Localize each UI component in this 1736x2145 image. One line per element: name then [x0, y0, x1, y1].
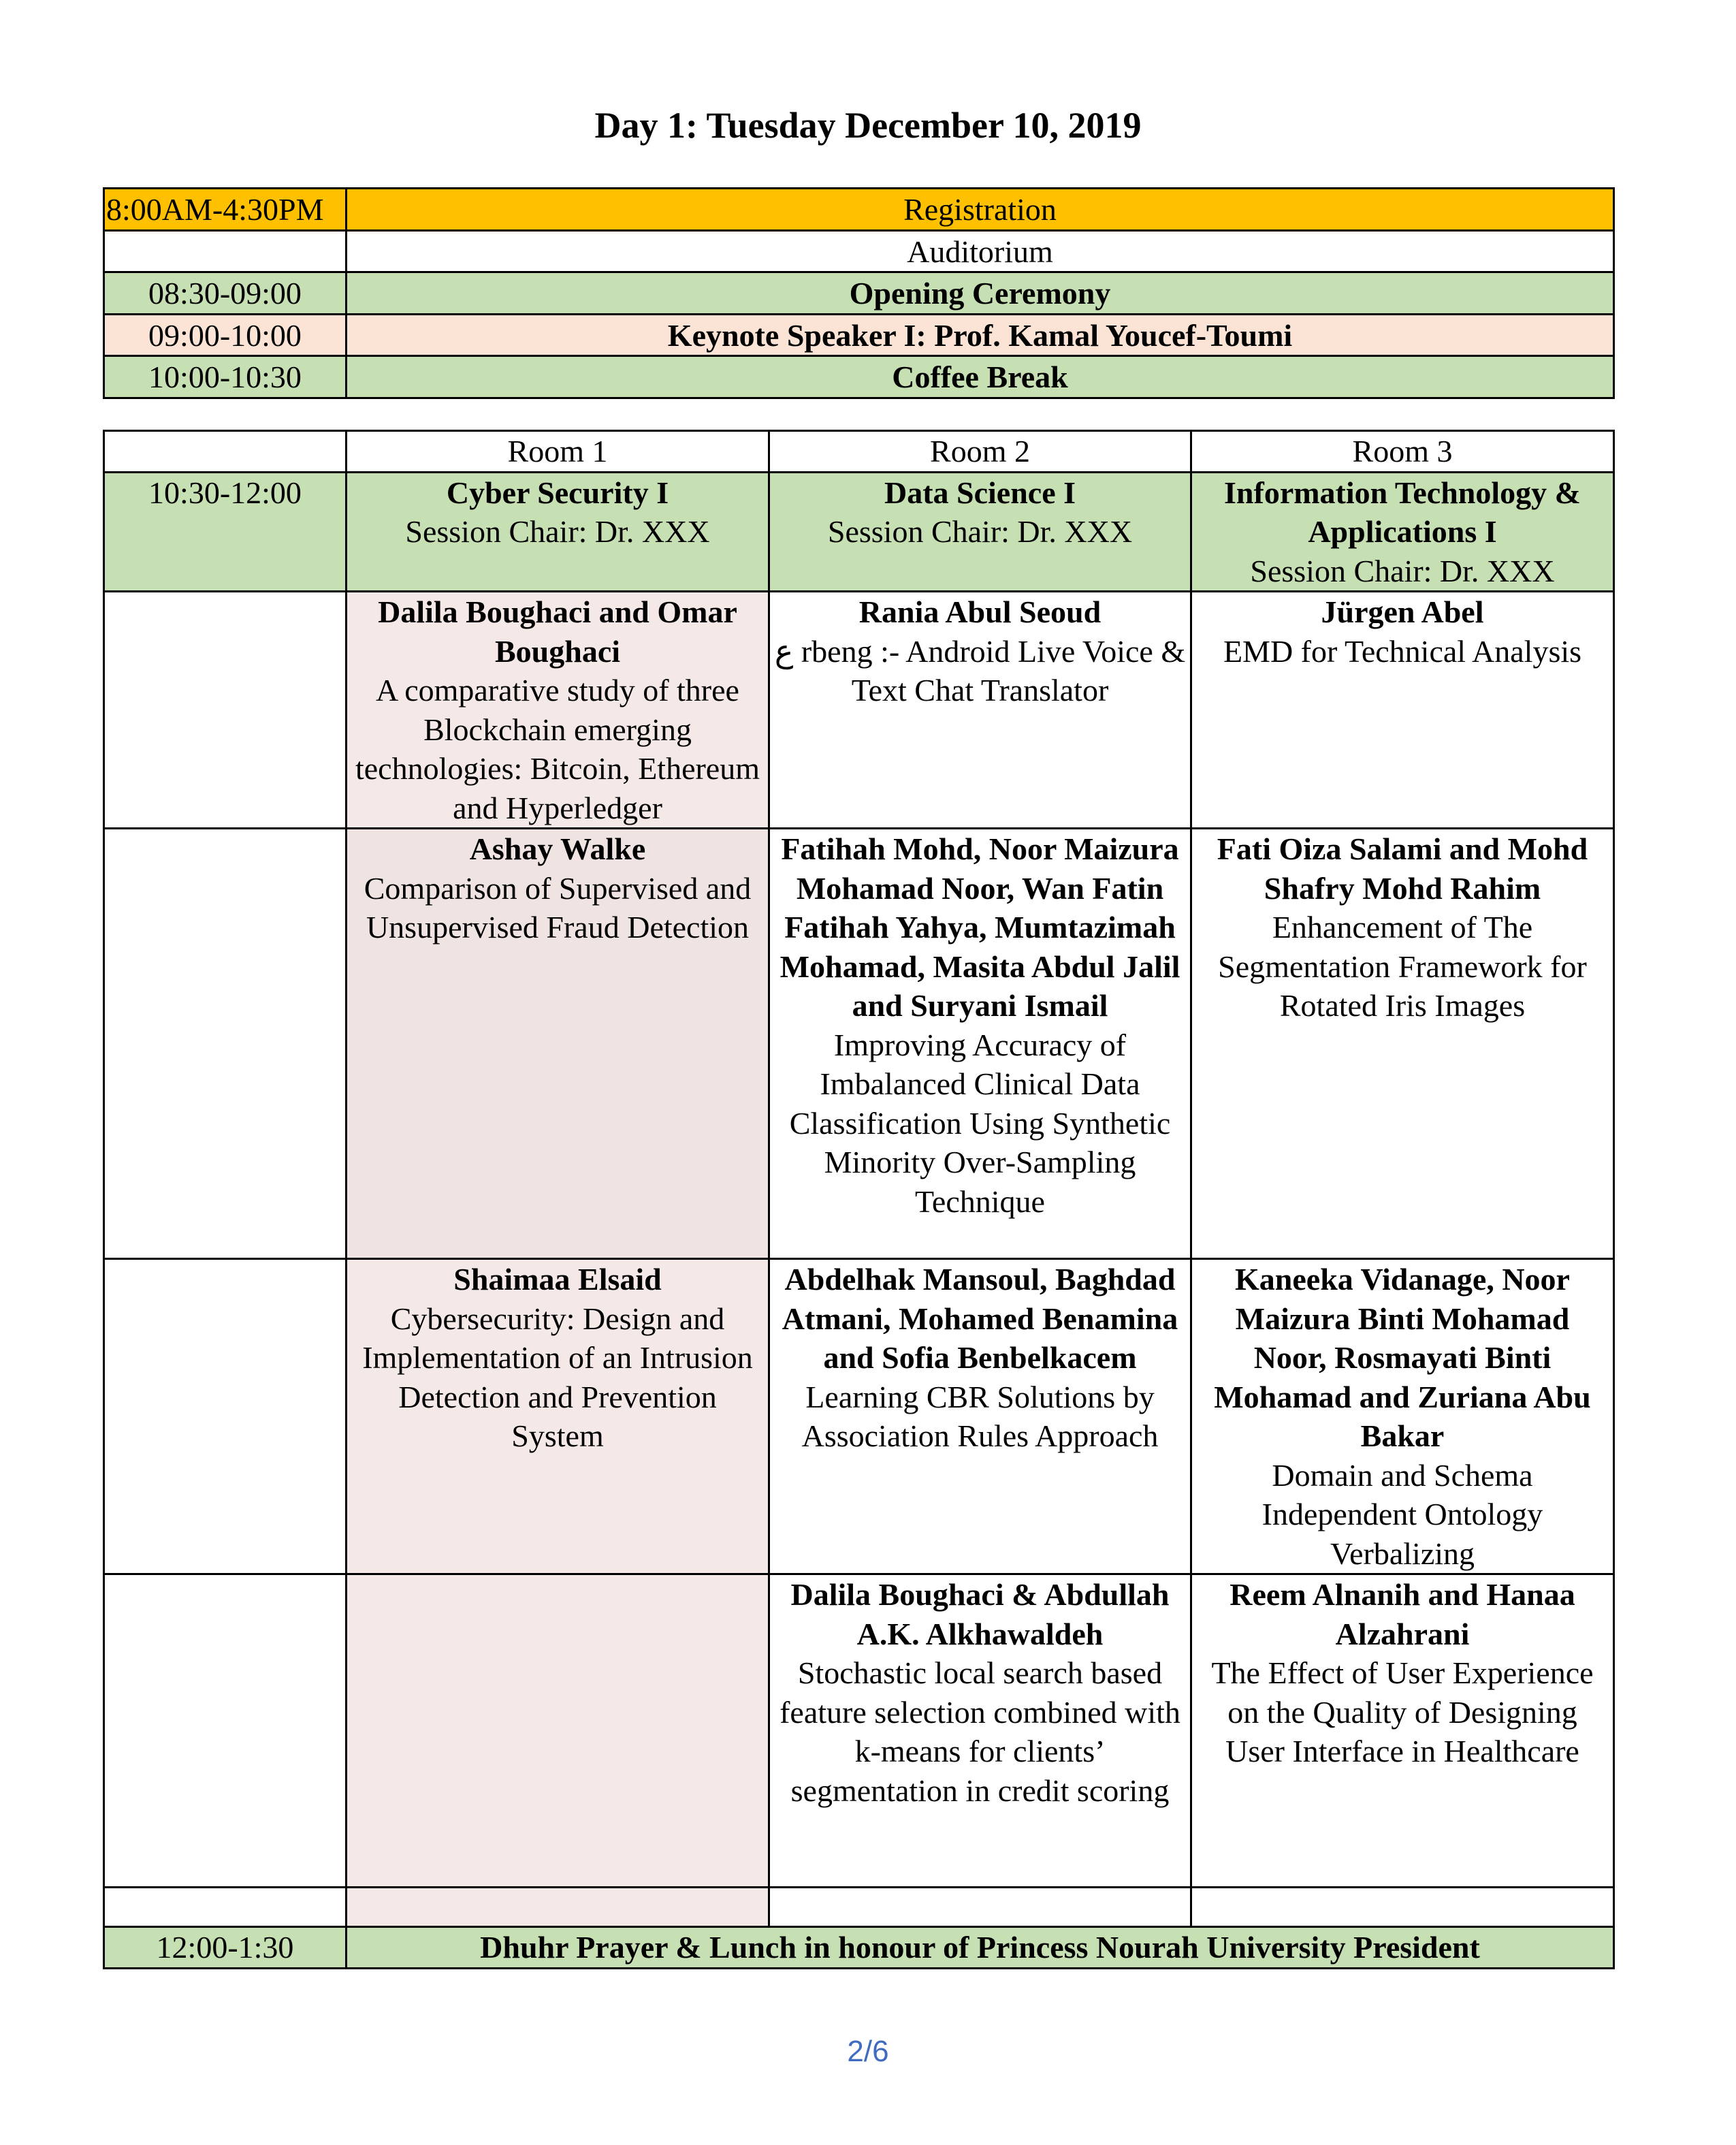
- paper-cell: [347, 1574, 769, 1888]
- paper-title: Cybersecurity: Design and Implementation of an Intrusion Detection and Prevention System: [362, 1301, 753, 1453]
- paper-cell: [769, 829, 1191, 1259]
- paper-cell: [1191, 1574, 1614, 1888]
- paper-authors: Dalila Boughaci and Omar Boughaci: [378, 594, 737, 669]
- coffee-label: Coffee Break: [347, 356, 1614, 398]
- rooms-header-row: [104, 431, 1614, 473]
- paper-authors: Dalila Boughaci & Abdullah A.K. Alkhawaldeh: [790, 1577, 1170, 1651]
- opening-time: 08:30-09:00: [104, 272, 347, 315]
- session-chair: Session Chair: Dr. XXX: [1250, 553, 1555, 588]
- coffee-time: 10:00-10:30: [104, 356, 347, 398]
- lunch-row: [104, 1927, 1614, 1969]
- paper-row: [104, 1259, 1614, 1574]
- paper-cell: [769, 1259, 1191, 1574]
- spacer-cell: [104, 1888, 347, 1927]
- paper-authors: Kaneeka Vidanage, Noor Maizura Binti Mohamad Noor, Rosmayati Binti Mohamad and Zuriana Abu Bakar: [1214, 1262, 1591, 1453]
- keynote-row: [104, 314, 1614, 356]
- spacer-cell: [347, 1888, 769, 1927]
- paper-row: [104, 829, 1614, 1259]
- opening-label: Opening Ceremony: [347, 272, 1614, 315]
- paper-cell: [1191, 592, 1614, 829]
- session-time: 10:30-12:00: [104, 472, 347, 592]
- paper-cell: [1191, 829, 1614, 1259]
- track-cyber-security: [347, 472, 769, 592]
- paper-title: The Effect of User Experience on the Quality of Designing User Interface in Healthcare: [1211, 1655, 1594, 1768]
- paper-row-time: [104, 1574, 347, 1888]
- paper-title: Learning CBR Solutions by Association Rules Approach: [801, 1379, 1159, 1453]
- paper-cell: [1191, 1259, 1614, 1574]
- paper-authors: Rania Abul Seoud: [858, 594, 1102, 629]
- opening-row: [104, 272, 1614, 315]
- paper-title: ع rbeng :- Android Live Voice & Text Chat Translator: [774, 633, 1186, 708]
- track-name: Cyber Security I: [446, 475, 669, 510]
- track-name: Data Science I: [884, 475, 1076, 510]
- session-chair: Session Chair: Dr. XXX: [405, 514, 710, 549]
- paper-authors: Fati Oiza Salami and Mohd Shafry Mohd Rahim: [1217, 831, 1588, 906]
- room-3-header: Room 3: [1191, 431, 1614, 473]
- paper-title: Stochastic local search based feature selection combined with k-means for clients’ segmentation in credit scoring: [779, 1655, 1180, 1808]
- paper-row-time: [104, 1259, 347, 1574]
- paper-row: [104, 592, 1614, 829]
- room-1-header: Room 1: [347, 431, 769, 473]
- paper-title: Comparison of Supervised and Unsupervised Fraud Detection: [364, 870, 752, 944]
- venue-row: [104, 230, 1614, 272]
- spacer-cell: [1191, 1888, 1614, 1927]
- coffee-row: [104, 356, 1614, 398]
- registration-label: Registration: [347, 189, 1614, 231]
- registration-row: [104, 189, 1614, 231]
- session-chair: Session Chair: Dr. XXX: [827, 514, 1133, 549]
- registration-time: 8:00AM-4:30PM: [104, 189, 347, 231]
- paper-authors: Abdelhak Mansoul, Baghdad Atmani, Mohamed Benamina and Sofia Benbelkacem: [782, 1262, 1178, 1375]
- paper-row-time: [104, 592, 347, 829]
- room-2-header: Room 2: [769, 431, 1191, 473]
- sessions-table: [103, 430, 1615, 1969]
- paper-cell: [347, 1259, 769, 1574]
- rooms-header-empty: [104, 431, 347, 473]
- paper-title: Enhancement of The Segmentation Framework for Rotated Iris Images: [1218, 910, 1587, 1023]
- tracks-row: [104, 472, 1614, 592]
- paper-authors: Reem Alnanih and Hanaa Alzahrani: [1229, 1577, 1575, 1651]
- paper-authors: Ashay Walke: [469, 831, 646, 866]
- lunch-label: Dhuhr Prayer & Lunch in honour of Princess Nourah University President: [347, 1927, 1614, 1969]
- paper-title: Improving Accuracy of Imbalanced Clinical Data Classification Using Synthetic Minority Over-Sampling Technique: [789, 1027, 1171, 1219]
- spacer-row: [104, 1888, 1614, 1927]
- lunch-time: 12:00-1:30: [104, 1927, 347, 1969]
- track-data-science: [769, 472, 1191, 592]
- paper-cell: [769, 1574, 1191, 1888]
- paper-row-time: [104, 829, 347, 1259]
- venue-time: [104, 230, 347, 272]
- paper-authors: Jürgen Abel: [1321, 594, 1484, 629]
- venue-label: Auditorium: [347, 230, 1614, 272]
- paper-cell: [347, 829, 769, 1259]
- paper-row: [104, 1574, 1614, 1888]
- track-information-technology: [1191, 472, 1614, 592]
- paper-cell: [769, 592, 1191, 829]
- paper-title: A comparative study of three Blockchain emerging technologies: Bitcoin, Ethereum and Hyperledger: [355, 673, 760, 825]
- page-title: Day 1: Tuesday December 10, 2019: [594, 105, 1142, 146]
- page-number: 2/6: [847, 2035, 889, 2068]
- paper-authors: Shaimaa Elsaid: [453, 1262, 662, 1297]
- spacer-cell: [769, 1888, 1191, 1927]
- paper-authors: Fatihah Mohd, Noor Maizura Mohamad Noor, Wan Fatin Fatihah Yahya, Mumtazimah Mohamad, Masita Abdul Jalil and Suryani Ismail: [779, 831, 1180, 1023]
- keynote-time: 09:00-10:00: [104, 314, 347, 356]
- paper-title: Domain and Schema Independent Ontology Verbalizing: [1261, 1457, 1543, 1571]
- keynote-label: Keynote Speaker I: Prof. Kamal Youcef-Toumi: [347, 314, 1614, 356]
- track-name: Information Technology & Applications I: [1224, 475, 1581, 549]
- paper-title: EMD for Technical Analysis: [1223, 633, 1582, 669]
- paper-cell: [347, 592, 769, 829]
- schedule-table: [103, 187, 1615, 399]
